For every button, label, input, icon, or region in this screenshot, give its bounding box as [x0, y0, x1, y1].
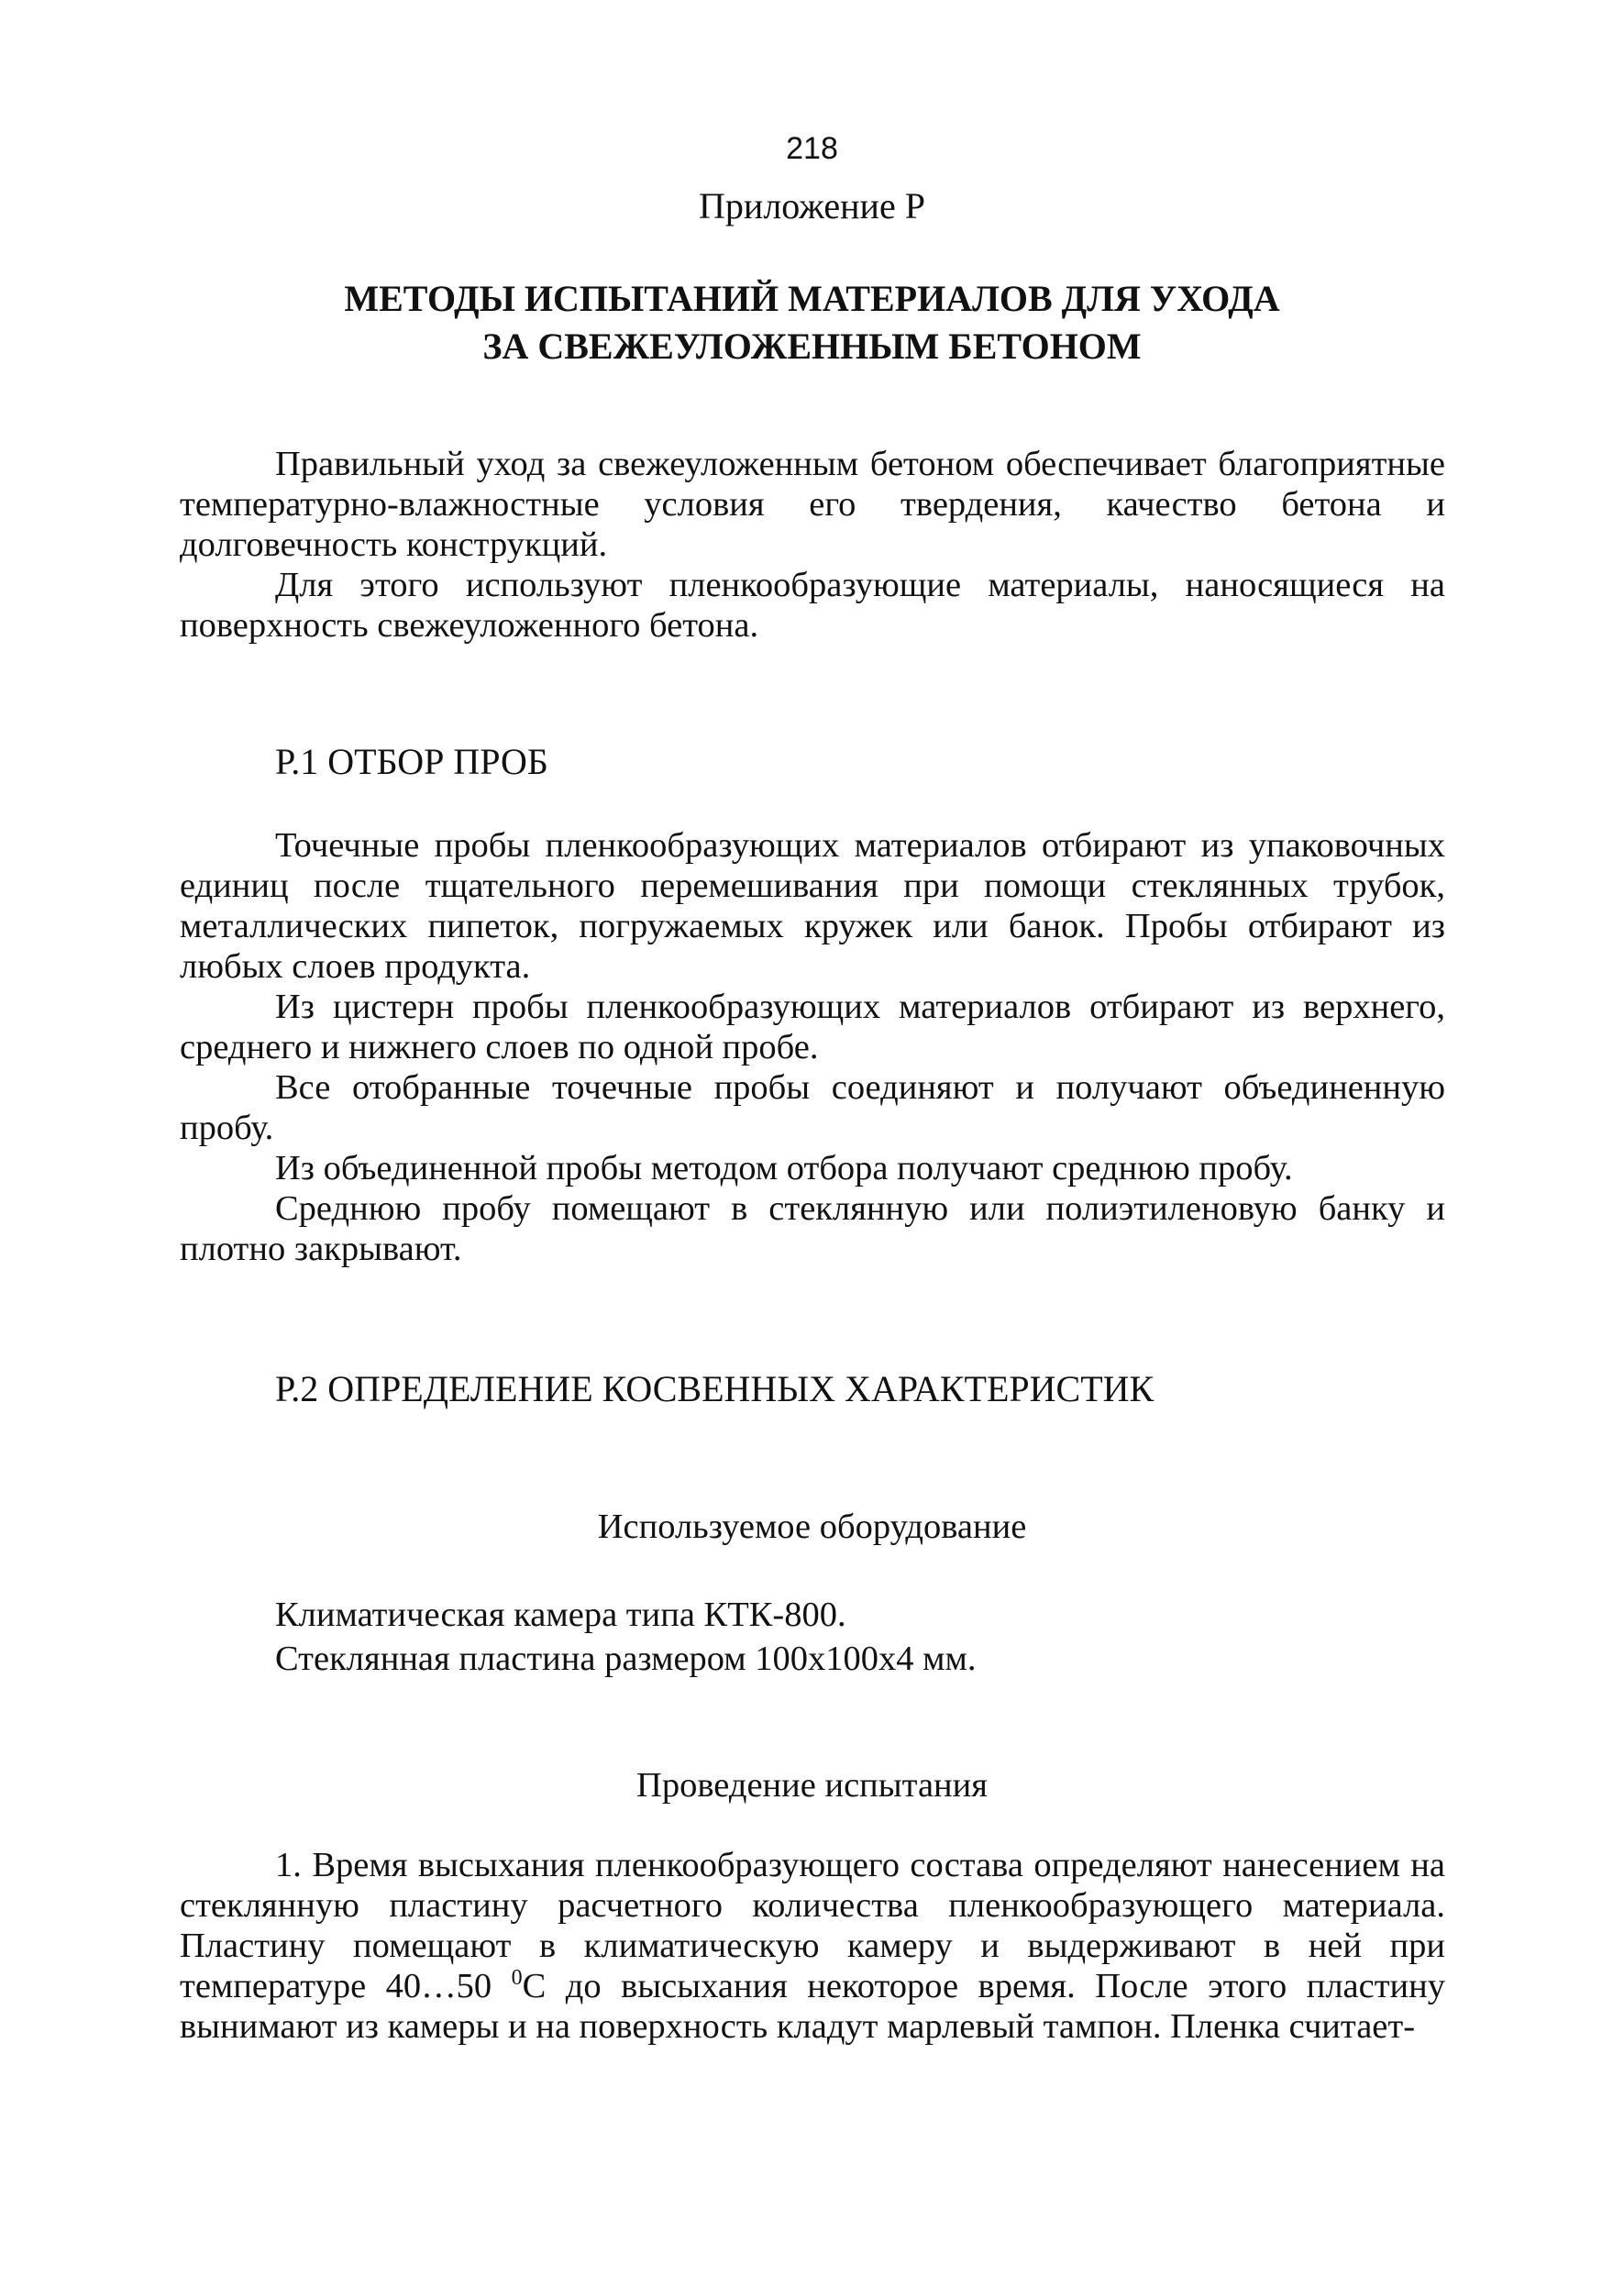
title-line-1: МЕТОДЫ ИСПЫТАНИЙ МАТЕРИАЛОВ ДЛЯ УХОДА: [344, 278, 1280, 319]
intro-paragraph-1: Правильный уход за свежеуложенным бетоном обеспечивает благоприятные температурно-влажностные условия его твердения, качество бетона и долговечность конструкций.: [180, 445, 1445, 564]
section-1-paragraph-5: Среднюю пробу помещают в стеклянную или полиэтиленовую банку и плотно закрывают.: [180, 1189, 1445, 1268]
page-number: 218: [786, 131, 838, 166]
procedure-heading: Проведение испытания: [636, 1766, 988, 1805]
step-1-text-b: С до высыхания некоторое время. После этого пластину вынимают из камеры и на поверхность кладут марлевый тампон. Пленка считает-: [180, 1967, 1445, 2046]
equipment-item: Стеклянная пластина размером 100x100x4 мм.: [275, 1640, 977, 1678]
equipment-heading: Используемое оборудование: [597, 1507, 1027, 1546]
section-1-paragraph-1: Точечные пробы пленкообразующих материалов отбирают из упаковочных единиц после тщательного перемешивания при помощи стеклянных трубок, металлических пипеток, погружаемых кружек или банок. Пробы отбирают из любых слоев продукта.: [180, 826, 1445, 986]
appendix-label: Приложение Р: [699, 185, 925, 226]
title-line-2: ЗА СВЕЖЕУЛОЖЕННЫМ БЕТОНОМ: [482, 326, 1142, 367]
section-1-paragraph-3: Все отобранные точечные пробы соединяют и получают объединенную пробу.: [180, 1068, 1445, 1147]
section-1-heading: Р.1 ОТБОР ПРОБ: [275, 741, 548, 782]
step-1-text-a: 1. Время высыхания пленкообразующего состава определяют нанесением на стеклянную пластину расчетного количества пленкообразующего материала. Пластину помещают в климатическую камеру и выдерживают в ней при температуре 40…50: [180, 1846, 1445, 2005]
section-2-heading: Р.2 ОПРЕДЕЛЕНИЕ КОСВЕННЫХ ХАРАКТЕРИСТИК: [275, 1368, 1154, 1409]
section-1-paragraph-2: Из цистерн пробы пленкообразующих материалов отбирают из верхнего, среднего и нижнего слоев по одной пробе.: [180, 988, 1445, 1066]
degree-mark: 0: [511, 1966, 523, 1991]
procedure-step-1: [180, 1845, 1445, 2047]
page-title: [0, 275, 1624, 370]
section-1-paragraph-4: Из объединенной пробы методом отбора получают среднюю пробу.: [275, 1149, 1293, 1187]
equipment-item: Климатическая камера типа КТК-800.: [275, 1596, 846, 1634]
intro-paragraph-2: Для этого используют пленкообразующие материалы, наносящиеся на поверхность свежеуложенного бетона.: [180, 566, 1445, 645]
